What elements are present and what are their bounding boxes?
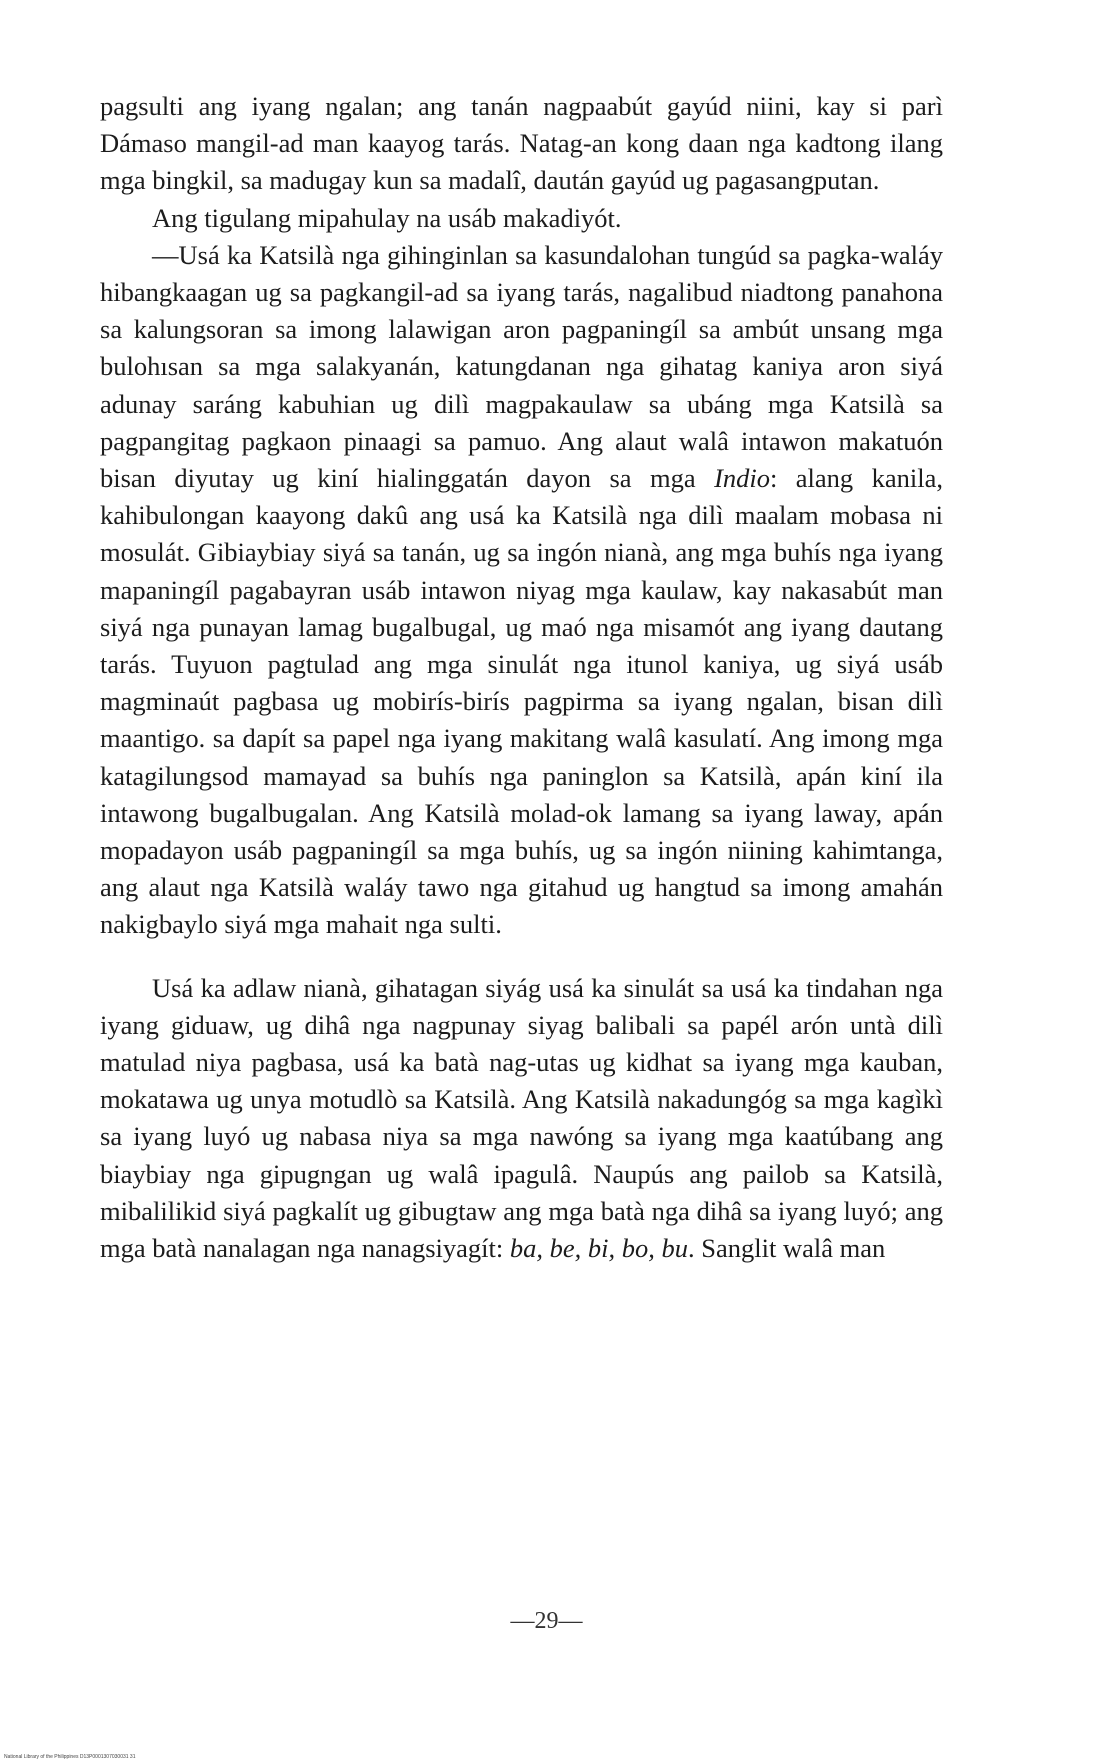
scan-footer: National Library of the Philippines D13P0001307030031 31 (4, 1754, 136, 1760)
paragraph-4 (100, 970, 943, 1268)
paragraph-1 (100, 88, 943, 200)
page-number: —29— (510, 1608, 583, 1634)
paragraph-4-italic: ba, be, bi, bo, bu (509, 1233, 688, 1264)
paragraph-4-text-cont: . Sanglit walâ man (687, 1233, 886, 1264)
page-body (100, 88, 943, 1267)
paragraph-4-text: Usá ka adlaw nianà, gihatagan siyág usá ka sinulát sa usá ka tindahan nga iyang giduaw, ug dihâ nga nagpunay siyag balibali sa papél arón untà dilì matulad niya pagbasa, usá ka batà nag-utas ug kidhat sa iyang mga kauban, mokatawa ug unya motudlò sa Katsilà. Ang Katsilà nakadungóg sa mga kagìkì sa iyang luyó ug nabasa niya sa mga nawóng sa iyang mga kaatúbang ang biaybiay nga gipugngan ug walâ ipagulâ. Naupús ang pailob sa Katsilà, mibalilikid siyá pagkalít ug gibugtaw ang mga batà nga dihâ sa iyang luyó; ang mga batà nanalagan nga nanagsiyagít: (100, 972, 943, 1264)
paragraph-3-italic: Indio (714, 463, 770, 494)
paragraph-3-text: —Usá ka Katsilà nga gihinginlan sa kasundalohan tungúd sa pagka-waláy hibangkaagan ug sa pagkangil-ad sa iyang tarás, nagalibud niadtong panahona sa kalungsoran sa imong lalawigan aron pagpaningíl sa ambút unsang mga bulohısan sa mga salakyanán, katungdanan nga gihatag kaniya aron siyá adunay saráng kabuhian ug dilì magpakaulaw sa ubáng mga Katsilà sa pagpangitag pagkaon pinaagi sa pamuo. Ang alaut walâ intawon makatuón bisan diyutay ug kiní hialinggatán dayon sa mga (100, 239, 943, 494)
paragraph-3 (100, 237, 943, 944)
paragraph-2-text: Ang tigulang mipahulay na usáb makadiyót. (152, 202, 622, 233)
paragraph-1-text: pagsulti ang iyang ngalan; ang tanán nagpaabút gayúd niini, kay si parì Dámaso mangil-ad man kaayog tarás. Natag-an kong daan nga kadtong ilang mga bingkil, sa madugay kun sa madalî, daután gayúd ug pagasangputan. (100, 91, 943, 196)
paragraph-2 (100, 200, 943, 237)
page-number-value: 29 (534, 1608, 559, 1634)
paragraph-3-text-cont: : alang kanila, kahibulongan kaayong dakû ang usá ka Katsilà nga dilì maalam mobasa ni mosulát. Gibiaybiay siyá sa tanán, ug sa ingón nianà, ang mga buhís nga iyang mapaningíl pagabayran usáb intawon niyag mga kaulaw, kay nakasabút man siyá nga punayan lamag bugalbugal, ug maó nga misamót ang iyang dautang tarás. Tuyuon pagtulad ang mga sinulát nga itunol kaniya, ug siyá usáb magminaút pagbasa ug mobirís-birís pagpirma sa iyang ngalan, bisan dilì maantigo. sa dapít sa papel nga iyang makitang walâ kasulatí. Ang imong mga katagilungsod mamayad sa buhís nga paninglon sa Katsilà, apán kiní ila intawong bugalbugalan. Ang Katsilà molad-ok lamang sa iyang laway, apán mopadayon usáb pagpaningíl sa mga buhís, ug sa ingón niining kahimtanga, ang alaut nga Katsilà waláy tawo nga gitahud ug hangtud sa imong amahán nakigbaylo siyá mga mahait nga sulti. (100, 463, 943, 940)
